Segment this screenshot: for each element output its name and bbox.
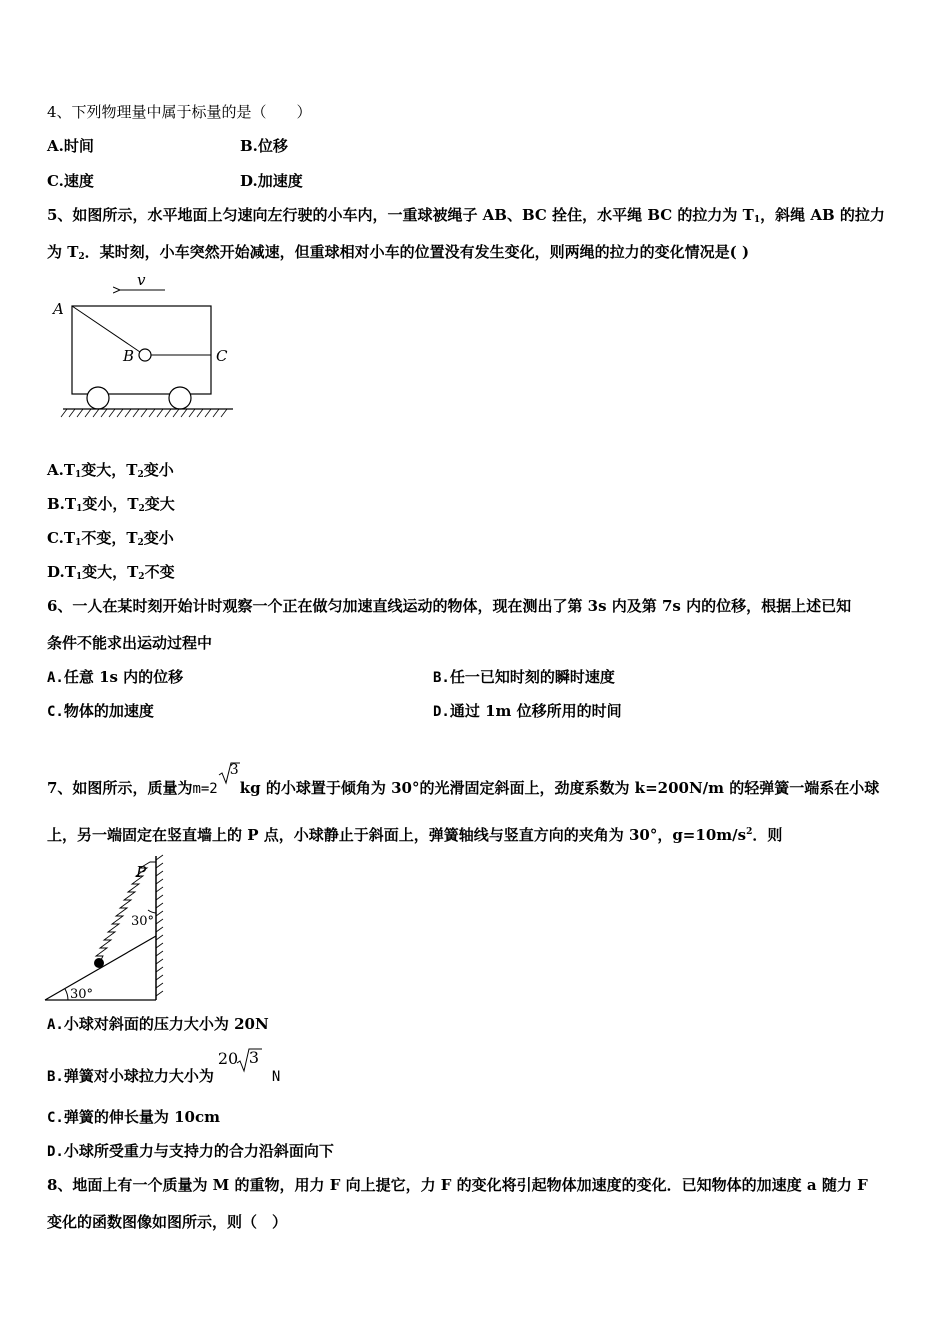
q5-option-b: $B.T_1$变小，$T_2$变大 xyxy=(47,495,175,514)
q5-stem-line1-text: 5、如图所示，水平地面上匀速向左行驶的小车内，一重球被绳子 AB、BC 拴住，水平绳 BC 的拉力为 T xyxy=(47,206,754,224)
label-b: B xyxy=(123,347,135,365)
mass-expression: m=2 xyxy=(192,781,218,797)
q8-stem-line2: 变化的函数图像如图所示，则（ ） xyxy=(47,1213,288,1231)
label-a: A xyxy=(53,300,64,318)
wall-hatch xyxy=(156,855,163,996)
q5-stem-line2-tail: ．某时刻，小车突然开始减速，但重球相对小车的位置没有发生变化，则两绳的拉力的变化情况是( ) xyxy=(84,243,750,261)
q7-stem-line1: 7、如图所示，质量为m=2 3 kg 的小球置于倾角为 30°的光滑固定斜面上，劲度系数为 k=200N/m 的轻弹簧一端系在小球 xyxy=(47,762,880,797)
q7-option-c: C.弹簧的伸长量为 10cm xyxy=(47,1108,220,1126)
q5-option-c: $C.T_1$不变，$T_2$变小 xyxy=(47,529,174,548)
q5-stem-line1 xyxy=(47,205,885,230)
label-c: C xyxy=(216,347,228,365)
q4-stem: 4、下列物理量中属于标量的是（ ） xyxy=(47,103,312,121)
q6-stem-line1: 6、一人在某时刻开始计时观察一个正在做匀加速直线运动的物体，现在测出了第 3s 内及第 7s 内的位移，根据上述已知 xyxy=(47,597,852,615)
q6-option-b: B.任一已知时刻的瞬时速度 xyxy=(433,668,615,686)
ball xyxy=(139,349,151,361)
q4-option-a: A.时间 xyxy=(47,137,94,155)
angle-label-bottom: 30° xyxy=(70,987,94,1002)
q7-stem-line2: 上，另一端固定在竖直墙上的 P 点，小球静止于斜面上，弹簧轴线与竖直方向的夹角为 30°，$g=10m/s^2$．则 xyxy=(47,826,783,844)
spring xyxy=(96,862,156,964)
label-v: v xyxy=(137,271,146,289)
angle-arc-top xyxy=(148,910,156,913)
q6-stem-line2: 条件不能求出运动过程中 xyxy=(47,634,213,652)
ground-hatch xyxy=(61,409,227,417)
q6-option-d: D.通过 1m 位移所用的时间 xyxy=(433,702,622,720)
q5-stem-line2 xyxy=(47,242,749,267)
sqrt-3: 3 xyxy=(218,773,240,793)
q5-stem-line1-tail: ，斜绳 AB 的拉力 xyxy=(760,206,885,224)
wheel-right xyxy=(169,387,191,409)
q4-option-b: B.位移 xyxy=(240,137,288,155)
q7-option-a: A.小球对斜面的压力大小为 20N xyxy=(47,1015,269,1033)
q7-option-d: D.小球所受重力与支持力的合力沿斜面向下 xyxy=(47,1142,334,1160)
q8-stem-line1: 8、地面上有一个质量为 M 的重物，用力 F 向上提它，力 F 的变化将引起物体加速度的变化．已知物体的加速度 a 随力 F xyxy=(47,1176,868,1194)
ball xyxy=(94,958,104,968)
q5-option-a: $A.T_1$变大，$T_2$变小 xyxy=(47,461,174,480)
force-expression: 20 3 xyxy=(214,1061,272,1081)
rope-ab xyxy=(72,306,140,352)
q5-stem-line2-text: 为 T xyxy=(47,243,79,261)
label-p: P xyxy=(136,863,147,881)
cart-figure xyxy=(45,268,245,423)
q5-option-d: $D.T_1$变大，$T_2$不变 xyxy=(47,563,175,582)
angle-arc-bottom xyxy=(65,989,68,1000)
q5-subscript: 2 xyxy=(78,252,85,262)
angle-label-top: 30° xyxy=(131,914,155,929)
q4-option-c: C.速度 xyxy=(47,172,94,190)
q4-option-d: D.加速度 xyxy=(240,172,303,190)
q7-option-b: B.弹簧对小球拉力大小为 20 3 N xyxy=(47,1048,281,1085)
wheel-left xyxy=(87,387,109,409)
incline-figure xyxy=(43,852,178,1004)
incline-surface xyxy=(45,936,156,1000)
q6-option-c: C.物体的加速度 xyxy=(47,702,154,720)
q6-option-a: A.任意 1s 内的位移 xyxy=(47,668,184,686)
q5-subscript: 1 xyxy=(753,215,761,225)
